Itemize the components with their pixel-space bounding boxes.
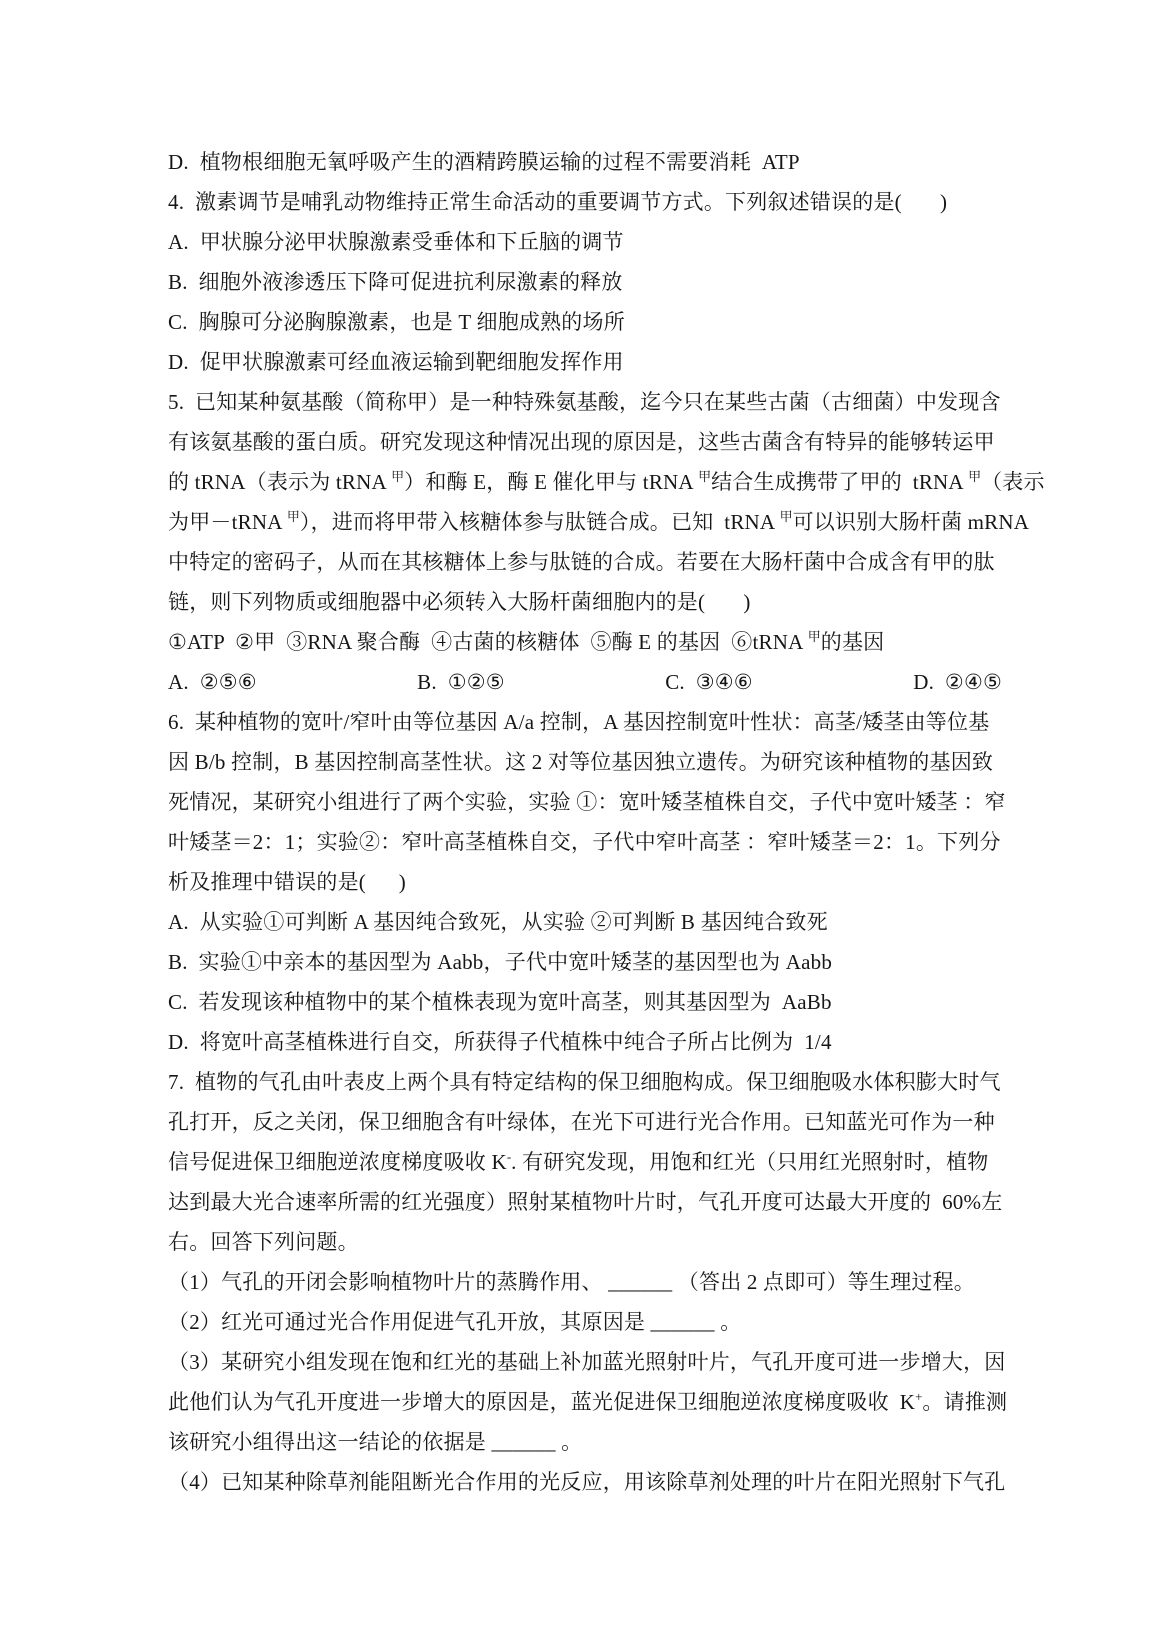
- text-line: 链，则下列物质或细胞器中必须转入大肠杆菌细胞内的是( ): [168, 590, 751, 614]
- superscript-label: 甲: [286, 509, 300, 524]
- text-line: C. 胸腺可分泌胸腺激素，也是 T 细胞成熟的场所: [168, 310, 625, 334]
- answer-option: B. ①②⑤: [417, 670, 505, 694]
- text-line: （2）红光可通过光合作用促进气孔开放，其原因是 ______ 。: [168, 1310, 742, 1334]
- superscript-label: 甲: [698, 469, 712, 484]
- text-line: B. 细胞外液渗透压下降可促进抗利尿激素的释放: [168, 270, 623, 294]
- text-segment: ），进而将甲带入核糖体参与肽链合成。已知 tRNA: [299, 510, 780, 534]
- text-line: [168, 502, 1030, 542]
- text-line: C. 若发现该种植物中的某个植株表现为宽叶高茎，则其基因型为 AaBb: [168, 990, 832, 1014]
- text-line: 4. 激素调节是哺乳动物维持正常生命活动的重要调节方式。下列叙述错误的是( ): [168, 190, 948, 214]
- text-line: D. 促甲状腺激素可经血液运输到靶细胞发挥作用: [168, 350, 624, 374]
- text-segment: 。请推测: [922, 1390, 1008, 1414]
- text-line: 析及推理中错误的是( ): [168, 870, 406, 894]
- text-segment: 为甲－tRNA: [168, 510, 287, 534]
- superscript-label: 甲: [968, 469, 982, 484]
- text-segment: 信号促进保卫细胞逆浓度梯度吸收 K: [168, 1150, 507, 1174]
- superscript-label: 甲: [391, 469, 405, 484]
- exam-document-body: [168, 142, 1045, 1502]
- text-line: 7. 植物的气孔由叶表皮上两个具有特定结构的保卫细胞构成。保卫细胞吸水体积膨大时气: [168, 1070, 1001, 1094]
- answer-options-row: [168, 662, 1010, 702]
- text-line: （3）某研究小组发现在饱和红光的基础上补加蓝光照射叶片，气孔开度可进一步增大，因: [168, 1350, 1006, 1374]
- text-segment: 可以识别大肠杆菌 mRNA: [792, 510, 1030, 534]
- text-line: 6. 某种植物的宽叶/窄叶由等位基因 A/a 控制，A 基因控制宽叶性状：高茎/矮茎由等位基: [168, 710, 990, 734]
- text-line: D. 将宽叶高茎植株进行自交，所获得子代植株中纯合子所占比例为 1/4: [168, 1030, 832, 1054]
- superscript-label: 甲: [807, 629, 821, 644]
- text-line: 有该氨基酸的蛋白质。研究发现这种情况出现的原因是，这些古菌含有特异的能够转运甲: [168, 430, 995, 454]
- text-line: （4）已知某种除草剂能阻断光合作用的光反应，用该除草剂处理的叶片在阳光照射下气孔: [168, 1470, 1006, 1494]
- text-line: 孔打开，反之关闭，保卫细胞含有叶绿体，在光下可进行光合作用。已知蓝光可作为一种: [168, 1110, 995, 1134]
- text-line: [168, 1382, 1010, 1422]
- text-line: [168, 622, 1010, 662]
- text-line: 因 B/b 控制，B 基因控制高茎性状。这 2 对等位基因独立遗传。为研究该种植物的基因致: [168, 750, 994, 774]
- superscript-label: -: [506, 1149, 512, 1164]
- superscript-label: +: [915, 1389, 923, 1404]
- text-line: A. 甲状腺分泌甲状腺激素受垂体和下丘脑的调节: [168, 230, 624, 254]
- answer-option: C. ③④⑥: [665, 670, 753, 694]
- text-line: B. 实验①中亲本的基因型为 Aabb，子代中宽叶矮茎的基因型也为 Aabb: [168, 950, 833, 974]
- text-line: A. 从实验①可判断 A 基因纯合致死，从实验 ②可判断 B 基因纯合致死: [168, 910, 828, 934]
- answer-option: D. ②④⑤: [913, 670, 1002, 694]
- text-line: [168, 1142, 1010, 1182]
- text-line: 该研究小组得出这一结论的依据是 ______ 。: [168, 1430, 583, 1454]
- text-segment: ）和酶 E，酶 E 催化甲与 tRNA: [404, 470, 699, 494]
- text-segment: 的基因: [820, 630, 885, 654]
- text-segment: （表示: [981, 470, 1045, 494]
- text-line: 死情况，某研究小组进行了两个实验，实验 ①：宽叶矮茎植株自交，子代中宽叶矮茎 ：窄: [168, 790, 1006, 814]
- text-segment: . 有研究发现，用饱和红光（只用红光照射时，植物: [511, 1150, 989, 1174]
- text-line: 叶矮茎＝2：1；实验②：窄叶高茎植株自交，子代中窄叶高茎 ：窄叶矮茎＝2：1。下列分: [168, 830, 1001, 854]
- answer-option: A. ②⑤⑥: [168, 670, 257, 694]
- text-line: 5. 已知某种氨基酸（简称甲）是一种特殊氨基酸，迄今只在某些古菌（古细菌）中发现含: [168, 390, 1001, 414]
- text-segment: ①ATP ②甲 ③RNA 聚合酶 ④古菌的核糖体 ⑤酶 E 的基因 ⑥tRNA: [168, 630, 808, 654]
- text-segment: 的 tRNA（表示为 tRNA: [168, 470, 392, 494]
- text-line: 右。回答下列问题。: [168, 1230, 359, 1254]
- text-line: 中特定的密码子，从而在其核糖体上参与肽链的合成。若要在大肠杆菌中合成含有甲的肽: [168, 550, 995, 574]
- text-segment: 此他们认为气孔开度进一步增大的原因是，蓝光促进保卫细胞逆浓度梯度吸收 K: [168, 1390, 916, 1414]
- text-line: （1）气孔的开闭会影响植物叶片的蒸腾作用、 ______ （答出 2 点即可）等生理过程。: [168, 1270, 975, 1294]
- text-line: [168, 462, 1045, 502]
- text-line: 达到最大光合速率所需的红光强度）照射某植物叶片时，气孔开度可达最大开度的 60%左: [168, 1190, 1003, 1214]
- text-segment: 结合生成携带了甲的 tRNA: [711, 470, 969, 494]
- text-line: D. 植物根细胞无氧呼吸产生的酒精跨膜运输的过程不需要消耗 ATP: [168, 150, 800, 174]
- superscript-label: 甲: [779, 509, 793, 524]
